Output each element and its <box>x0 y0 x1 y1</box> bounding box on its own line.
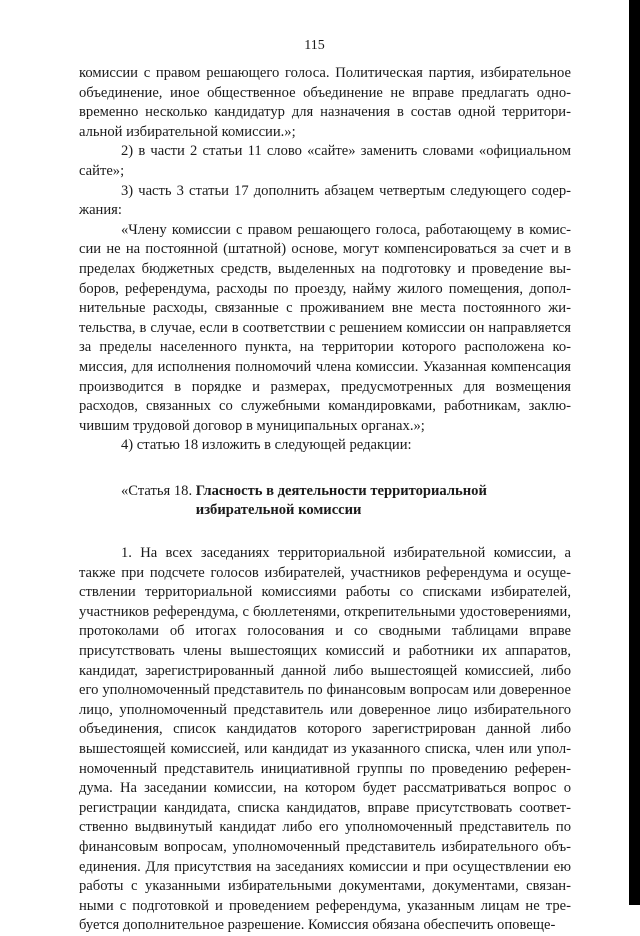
paragraph-quoted-amendment: «Члену комиссии с правом решающего голоса, работающему в комиссии не на постоянной (штатной) основе, могут компенсироваться за счет и в пределах бюджетных средств, выделенных на подготовку и проведение выборов, референдума, расходы по проезду, найму жилого помещения, дополнительные расходы, связанные с проживанием вне места постоянного жительства, в случае, если в соответствии с решением комиссии он направляется за пределы населенного пункта, на территории которого расположена комиссия, для исполнения полномочий члена комиссии. Указанная компенсация производится в порядке и размерах, предусмотренных для возмещения расходов, связанных со служебными командировками, работникам, заключившим трудовой договор в муниципальных органах.»; <box>79 221 571 434</box>
scan-border <box>629 0 640 905</box>
paragraph-item-3: 3) часть 3 статьи 17 дополнить абзацем четвертым следующего содержания: <box>79 182 571 219</box>
paragraph-item-2: 2) в части 2 статьи 11 слово «сайте» заменить словами «официальном сайте»; <box>79 143 571 179</box>
article-heading <box>79 482 571 521</box>
document-body <box>79 64 571 936</box>
article-heading-prefix: «Статья 18. <box>121 482 196 499</box>
article-heading-title: Гласность в деятельности территориальной избирательной комиссии <box>195 482 487 519</box>
paragraph-item-4: 4) статью 18 изложить в следующей редакции: <box>121 437 412 454</box>
paragraph-article-clause-1: 1. На всех заседаниях территориальной избирательной комиссии, а также при подсчете голосов избирателей, участников референдума и осуществлении территориальной комиссиями работы со списками избирателей, участников референдума, с бюллетенями, открепительными удостоверениями, протоколами об итогах голосования и со сводными таблицами вправе присутствовать члены вышестоящих комиссий и работники их аппаратов, кандидат, зарегистрированный данной либо вышестоящей комиссией, либо его уполномоченный представитель по финансовым вопросам или доверенное лицо, уполномоченный представитель или доверенное лицо избирательного объединения, список кандидатов которого зарегистрирован данной либо вышестоящей комиссией, или кандидат из указанного списка, член или уполномоченный представитель инициативной группы по проведению референдума. На заседании комиссии, на котором будет рассматриваться вопрос о регистрации кандидата, списка кандидатов, вправе присутствовать соответственно выдвинутый кандидат либо его уполномоченный представитель по финансовым вопросам, уполномоченный представитель избирательного объединения. Для присутствия на заседаниях комиссии и при осуществлении ею работы с указанными избирательными документами, документами, связанными с подготовкой и проведением референдума, указанным лицам не требуется дополнительное разрешение. Комиссия обязана обеспечить оповеще- <box>79 545 571 934</box>
paragraph-continuation: комиссии с правом решающего голоса. Политическая партия, избирательное объединение, иное общественное объединение не вправе предлагать одновременно несколько кандидатур для назначения в состав одной территориальной избирательной комиссии.»; <box>79 65 571 140</box>
page-number: 115 <box>304 38 325 53</box>
